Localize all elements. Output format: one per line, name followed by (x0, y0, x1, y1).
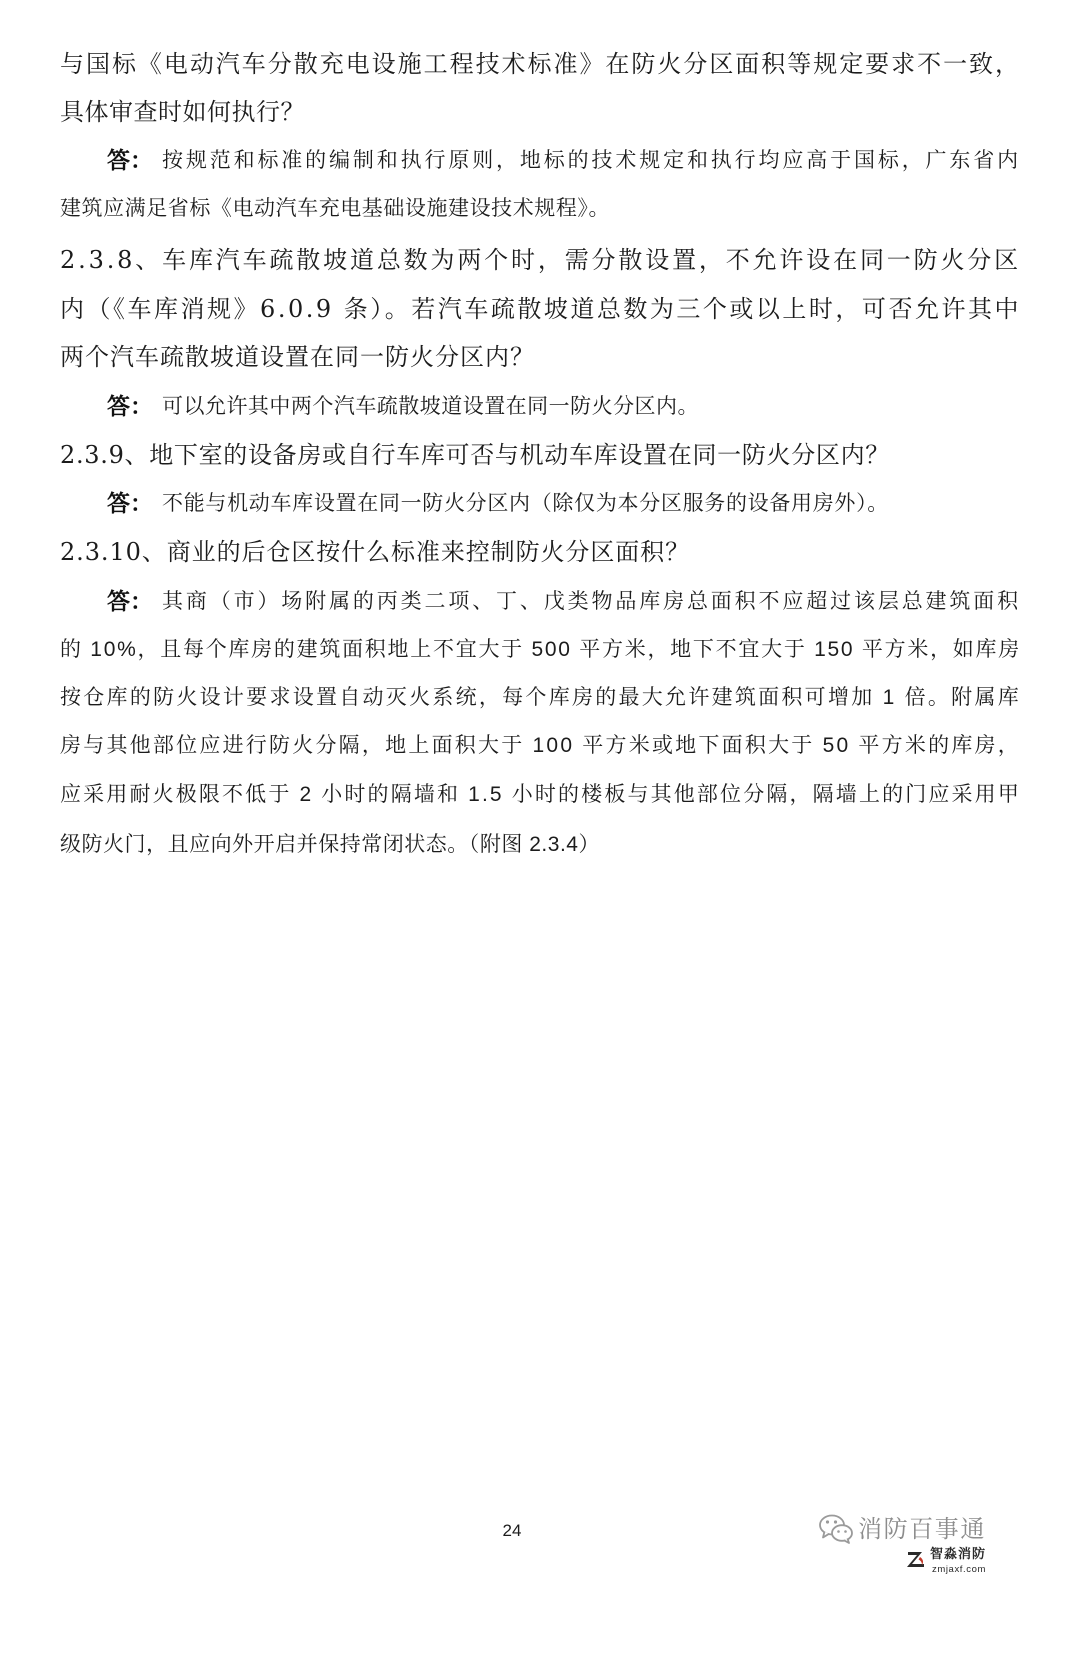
answer-label: 答： (107, 394, 153, 420)
answer-line: 的 10%，且每个库房的建筑面积地上不宜大于 500 平方米，地下不宜大于 150 平方米，如库房 (60, 638, 1021, 661)
watermark-account-name: 消防百事通 (858, 1515, 986, 1543)
question-line: 与国标《电动汽车分散充电设施工程技术标准》在防火分区面积等规定要求不一致， (60, 50, 1021, 78)
answer-line: 其商（市）场附属的丙类二项、丁、戊类物品库房总面积不应超过该层总建筑面积 (162, 590, 1021, 613)
wechat-icon (818, 1513, 854, 1545)
question-line: 内（《车库消规》6.0.9 条）。若汽车疏散坡道总数为三个或以上时，可否允许其中 (60, 295, 1021, 323)
question-line: 具体审查时如何执行？ (60, 98, 305, 126)
question-line: 2.3.8、车库汽车疏散坡道总数为两个时，需分散设置，不允许设在同一防火分区 (60, 246, 1021, 274)
answer-label: 答： (107, 589, 153, 615)
page-number: 24 (502, 1521, 522, 1540)
answer-line: 可以允许其中两个汽车疏散坡道设置在同一防火分区内。 (162, 395, 699, 418)
question-line: 2.3.9、地下室的设备房或自行车库可否与机动车库设置在同一防火分区内？ (60, 441, 890, 469)
answer-line: 建筑应满足省标《电动汽车充电基础设施建设技术规程》。 (60, 197, 611, 220)
answer-label: 答： (107, 148, 153, 174)
answer-line: 不能与机动车库设置在同一防火分区内（除仅为本分区服务的设备用房外）。 (162, 492, 889, 515)
answer-line: 级防火门，且应向外开启并保持常闭状态。（附图 2.3.4） (60, 833, 601, 856)
logo-domain: zmjaxf.com (932, 1564, 986, 1575)
answer-line: 按仓库的防火设计要求设置自动灭火系统，每个库房的最大允许建筑面积可增加 1 倍。附属库 (60, 686, 1021, 709)
question-line: 两个汽车疏散坡道设置在同一防火分区内？ (60, 343, 535, 371)
answer-line: 按规范和标准的编制和执行原则，地标的技术规定和执行均应高于国标，广东省内 (162, 149, 1021, 172)
answer-line: 应采用耐火极限不低于 2 小时的隔墙和 1.5 小时的楼板与其他部位分隔，隔墙上的门应采用甲 (60, 783, 1021, 806)
logo-name: 智淼消防 (930, 1547, 986, 1562)
question-line: 2.3.10、商业的后仓区按什么标准来控制防火分区面积？ (60, 538, 690, 566)
answer-label: 答： (107, 491, 153, 517)
zmjaxf-logo-icon (905, 1548, 927, 1570)
answer-line: 房与其他部位应进行防火分隔，地上面积大于 100 平方米或地下面积大于 50 平方米的库房， (60, 734, 1021, 757)
